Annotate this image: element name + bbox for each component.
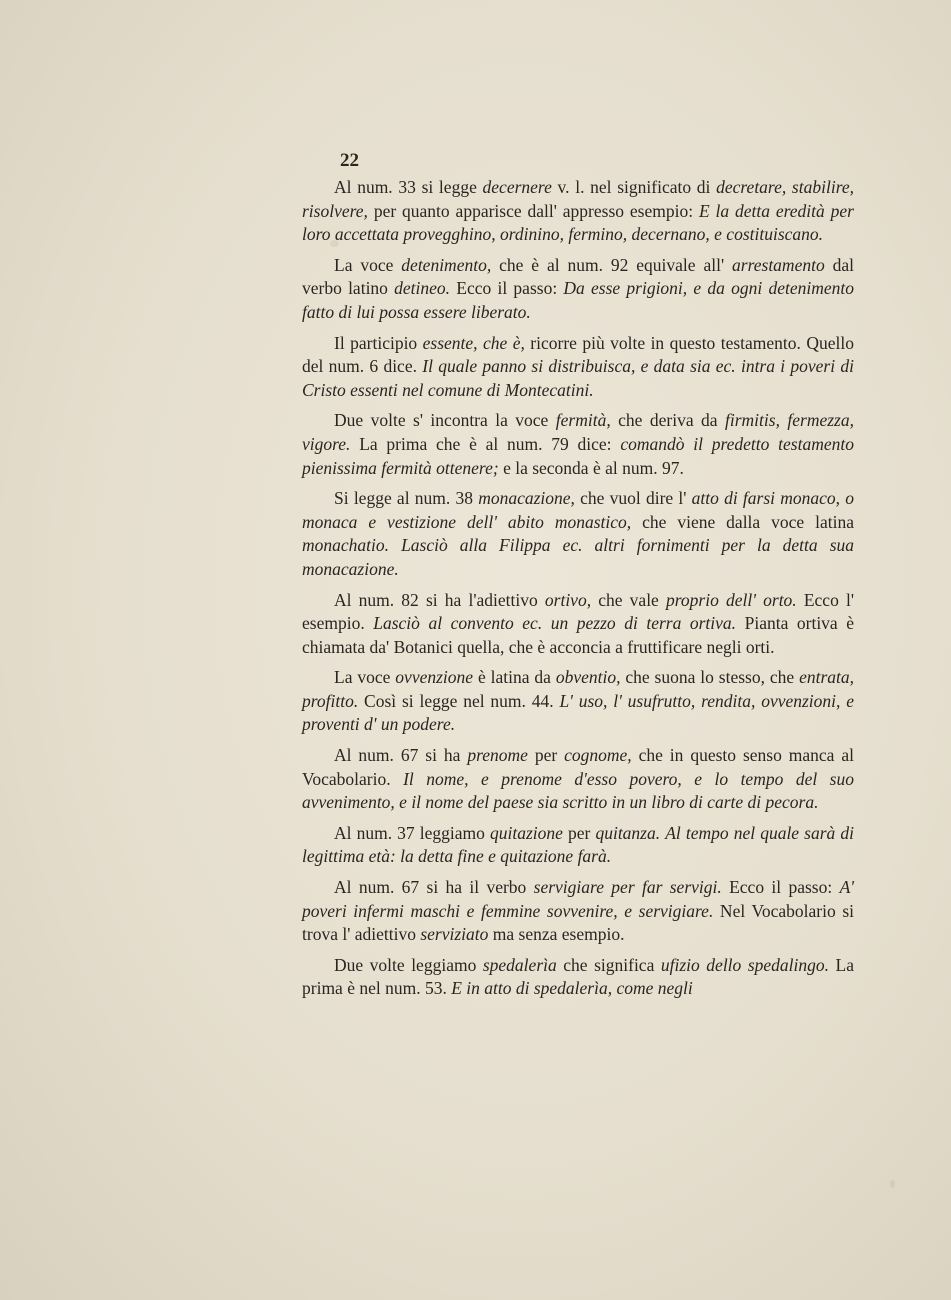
paragraph xyxy=(302,876,854,947)
italic-text: Il nome, e prenome d'esso povero, e lo tempo del suo avvenimento, e il nome del paese sia scritto in un libro di carte di pecora. xyxy=(302,768,854,813)
italic-text: entrata, profitto. xyxy=(302,667,854,711)
roman-text: Due volte s' incontra la voce xyxy=(334,410,556,431)
italic-text: decernere xyxy=(482,177,552,197)
paragraph xyxy=(302,254,854,325)
roman-text: Al num. 33 si legge xyxy=(334,177,483,197)
roman-text: Ecco il passo: xyxy=(450,278,564,299)
italic-text: proprio dell' orto. xyxy=(666,589,797,610)
italic-text: firmitis, fermezza, vigore. xyxy=(302,410,854,454)
roman-text: v. l. nel significato di xyxy=(551,177,717,197)
roman-text: La voce xyxy=(334,254,402,275)
roman-text: Ecco il passo: xyxy=(721,877,840,898)
foxing-spot xyxy=(890,1180,895,1188)
italic-text: essente, che è, xyxy=(422,332,525,353)
page-number: 22 xyxy=(340,150,359,171)
roman-text: è latina da xyxy=(473,667,556,688)
roman-text: che vuol dire l' xyxy=(574,488,692,509)
italic-text: quitanza. xyxy=(595,822,661,843)
italic-text: arrestamento xyxy=(732,254,825,275)
roman-text: per xyxy=(562,822,596,843)
italic-text: Il quale panno si distribuisca, e data sia ec. intra i poveri di Cristo essenti nel comune di Montecatini. xyxy=(302,356,854,400)
italic-text: L' uso, l' usufrutto, rendita, ovvenzioni, e proventi d' un podere. xyxy=(302,690,855,735)
italic-text: spedalerìa xyxy=(482,954,557,975)
italic-text: monacazione, xyxy=(478,488,575,509)
paragraph xyxy=(302,822,854,869)
roman-text: e la seconda è al num. 97. xyxy=(498,457,684,478)
roman-text: Due volte leggiamo xyxy=(334,954,483,975)
roman-text: La voce xyxy=(334,667,396,688)
roman-text: La prima che è al num. 79 dice: xyxy=(350,433,621,454)
roman-text: che viene dalla voce latina xyxy=(631,511,854,532)
italic-text: ufizio dello spedalingo. xyxy=(660,954,829,975)
roman-text: che deriva da xyxy=(610,410,725,431)
body-text xyxy=(302,176,854,1008)
italic-text: ovvenzione xyxy=(395,667,474,688)
italic-text: Da esse prigioni, e da ogni detenimento fatto di lui possa essere liberato. xyxy=(302,278,854,322)
roman-text: Al num. 37 leggiamo xyxy=(334,822,490,843)
roman-text: Si legge al num. 38 xyxy=(334,488,479,509)
roman-text: che in questo senso manca al Vocabolario. xyxy=(302,745,854,789)
paragraph xyxy=(302,954,854,1001)
paragraph xyxy=(302,666,854,737)
italic-text: prenome xyxy=(467,745,528,766)
roman-text: Il participio xyxy=(334,332,423,353)
roman-text: che suona lo stesso, che xyxy=(620,667,800,688)
italic-text: decretare, stabilire, risolvere, xyxy=(302,177,854,221)
italic-text: monachatio. xyxy=(302,535,390,556)
roman-text: dal verbo latino xyxy=(302,254,854,299)
roman-text: ricorre più volte in questo testamento. Quello del num. 6 dice. xyxy=(302,332,854,377)
italic-text: E in atto di spedalerìa, come negli xyxy=(451,978,693,999)
italic-text: cognome, xyxy=(564,745,632,766)
italic-text: Lasciò al convento ec. un pezzo di terra ortiva. xyxy=(373,613,737,634)
roman-text: che significa xyxy=(556,954,661,975)
paragraph xyxy=(302,332,854,403)
paragraph xyxy=(302,487,854,581)
italic-text: detenimento, xyxy=(401,254,492,275)
italic-text: fermità, xyxy=(555,410,611,431)
italic-text: Al tempo nel quale sarà di legittima età: la detta fine e quitazione farà. xyxy=(302,822,854,867)
roman-text: per xyxy=(527,745,565,766)
roman-text: Al num. 67 si ha il verbo xyxy=(334,877,534,898)
italic-text: ortivo, xyxy=(544,589,592,610)
roman-text: Al num. 82 si ha l'adiettivo xyxy=(334,589,545,610)
italic-text: comandò il predetto testamento pienissima fermità ottenere; xyxy=(302,433,854,478)
roman-text: Così si legge nel num. 44. xyxy=(358,690,560,711)
italic-text: A' poveri infermi maschi e femmine sovvenire, e servigiare. xyxy=(302,877,855,921)
italic-text: quitazione xyxy=(489,822,563,843)
paragraph xyxy=(302,589,854,660)
paragraph xyxy=(302,744,854,815)
roman-text: Pianta ortiva è chiamata da' Botanici quella, che è acconcia a fruttificare negli orti. xyxy=(302,613,854,657)
italic-text: servigiare per far servigi. xyxy=(533,877,722,898)
paragraph xyxy=(302,409,854,480)
roman-text: Ecco l' esempio. xyxy=(302,589,854,634)
italic-text: atto di farsi monaco, o monaca e vestizione dell' abito monastico, xyxy=(302,488,854,532)
italic-text: detineo. xyxy=(394,278,451,299)
roman-text: ma senza esempio. xyxy=(488,924,625,945)
italic-text: Lasciò alla Filippa ec. altri fornimenti per la detta sua monacazione. xyxy=(302,535,855,579)
roman-text: che vale xyxy=(591,589,666,610)
roman-text: Al num. 67 si ha xyxy=(334,745,468,766)
roman-text: La prima è nel num. 53. xyxy=(302,954,854,999)
roman-text xyxy=(389,535,401,555)
italic-text: E la detta eredità per loro accettata provegghino, ordinino, fermino, decernano, e costituiscano. xyxy=(302,200,854,245)
roman-text: Nel Vocabolario si trova l' adiettivo xyxy=(302,900,854,945)
paragraph xyxy=(302,176,854,247)
italic-text: obventio, xyxy=(555,667,621,688)
roman-text: che è al num. 92 equivale all' xyxy=(491,254,733,275)
roman-text: per quanto apparisce dall' appresso esempio: xyxy=(367,200,699,221)
italic-text: serviziato xyxy=(420,924,489,945)
